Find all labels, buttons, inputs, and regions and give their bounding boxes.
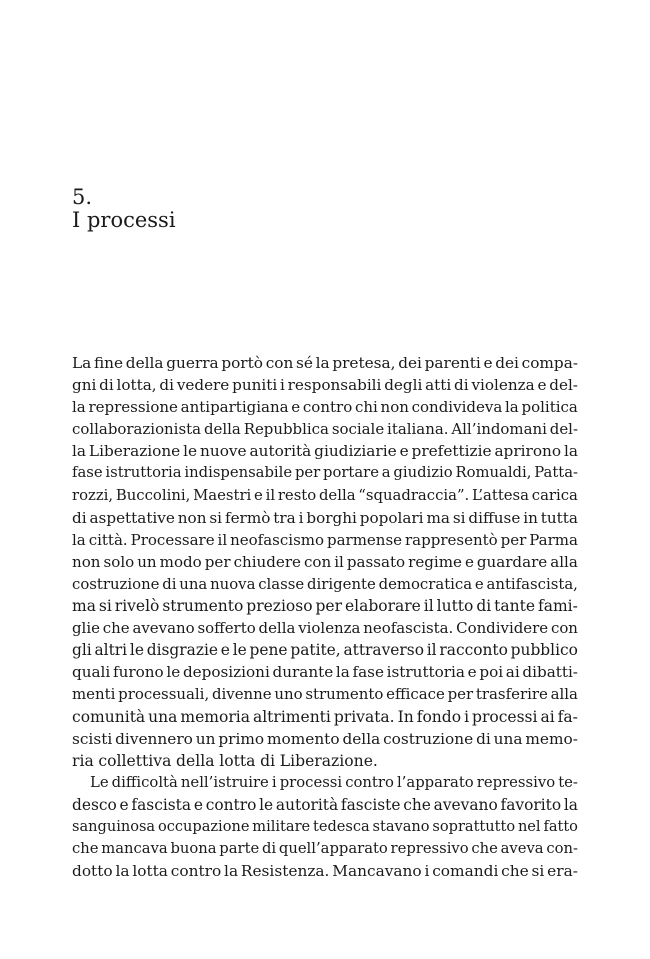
text-line: la Liberazione le nuove autorità giudiziarie e prefettizie aprirono la (72, 442, 578, 461)
text-line: La fine della guerra portò con sé la pretesa, dei parenti e dei compa- (72, 354, 578, 372)
text-line: gli altri le disgrazie e le pene patite, attraverso il racconto pubblico (72, 641, 578, 660)
text-line: desco e fascista e contro le autorità fasciste che avevano favorito la (72, 795, 578, 814)
text-line: Le difficoltà nell’istruire i processi contro l’apparato repressivo te- (90, 773, 578, 791)
text-line: che mancava buona parte di quell’apparato repressivo che aveva con- (72, 840, 578, 858)
text-line: collaborazionista della Repubblica sociale italiana. All’indomani del- (72, 420, 578, 439)
text-line: dotto la lotta contro la Resistenza. Mancavano i comandi che si era- (72, 862, 578, 881)
text-line: di aspettative non si fermò tra i borghi popolari ma si diffuse in tutta (72, 508, 578, 527)
text-line: non solo un modo per chiudere con il passato regime e guardare alla (72, 552, 578, 571)
text-line: la repressione antipartigiana e contro chi non condivideva la politica (72, 398, 578, 417)
text-line: ria collettiva della lotta di Liberazione. (72, 751, 378, 770)
body-text (72, 352, 578, 882)
text-line: quali furono le deposizioni durante la fase istruttoria e poi ai dibatti- (72, 663, 578, 682)
text-line: glie che avevano sofferto della violenza neofascista. Condividere con (72, 619, 578, 638)
text-line: la città. Processare il neofascismo parmense rappresentò per Parma (72, 530, 578, 549)
text-line: sanguinosa occupazione militare tedesca stavano soprattutto nel fatto (72, 817, 578, 835)
paragraph (72, 352, 578, 772)
text-line: ma si rivelò strumento prezioso per elaborare il lutto di tante fami- (72, 597, 578, 616)
paragraph (72, 772, 578, 882)
text-line: comunità una memoria altrimenti privata. In fondo i processi ai fa- (72, 707, 578, 726)
chapter-title: I processi (72, 208, 176, 232)
text-line: menti processuali, divenne uno strumento efficace per trasferire alla (72, 685, 578, 704)
text-line: costruzione di una nuova classe dirigente democratica e antifascista, (72, 574, 578, 593)
text-line: rozzi, Buccolini, Maestri e il resto della “squadraccia”. L’attesa carica (72, 486, 578, 504)
text-line: fase istruttoria indispensabile per portare a giudizio Romualdi, Patta- (72, 464, 578, 482)
chapter-number: 5. (72, 185, 93, 209)
text-line: gni di lotta, di vedere puniti i responsabili degli atti di violenza e del- (72, 376, 578, 395)
text-line: scisti divennero un primo momento della costruzione di una memo- (72, 729, 578, 748)
